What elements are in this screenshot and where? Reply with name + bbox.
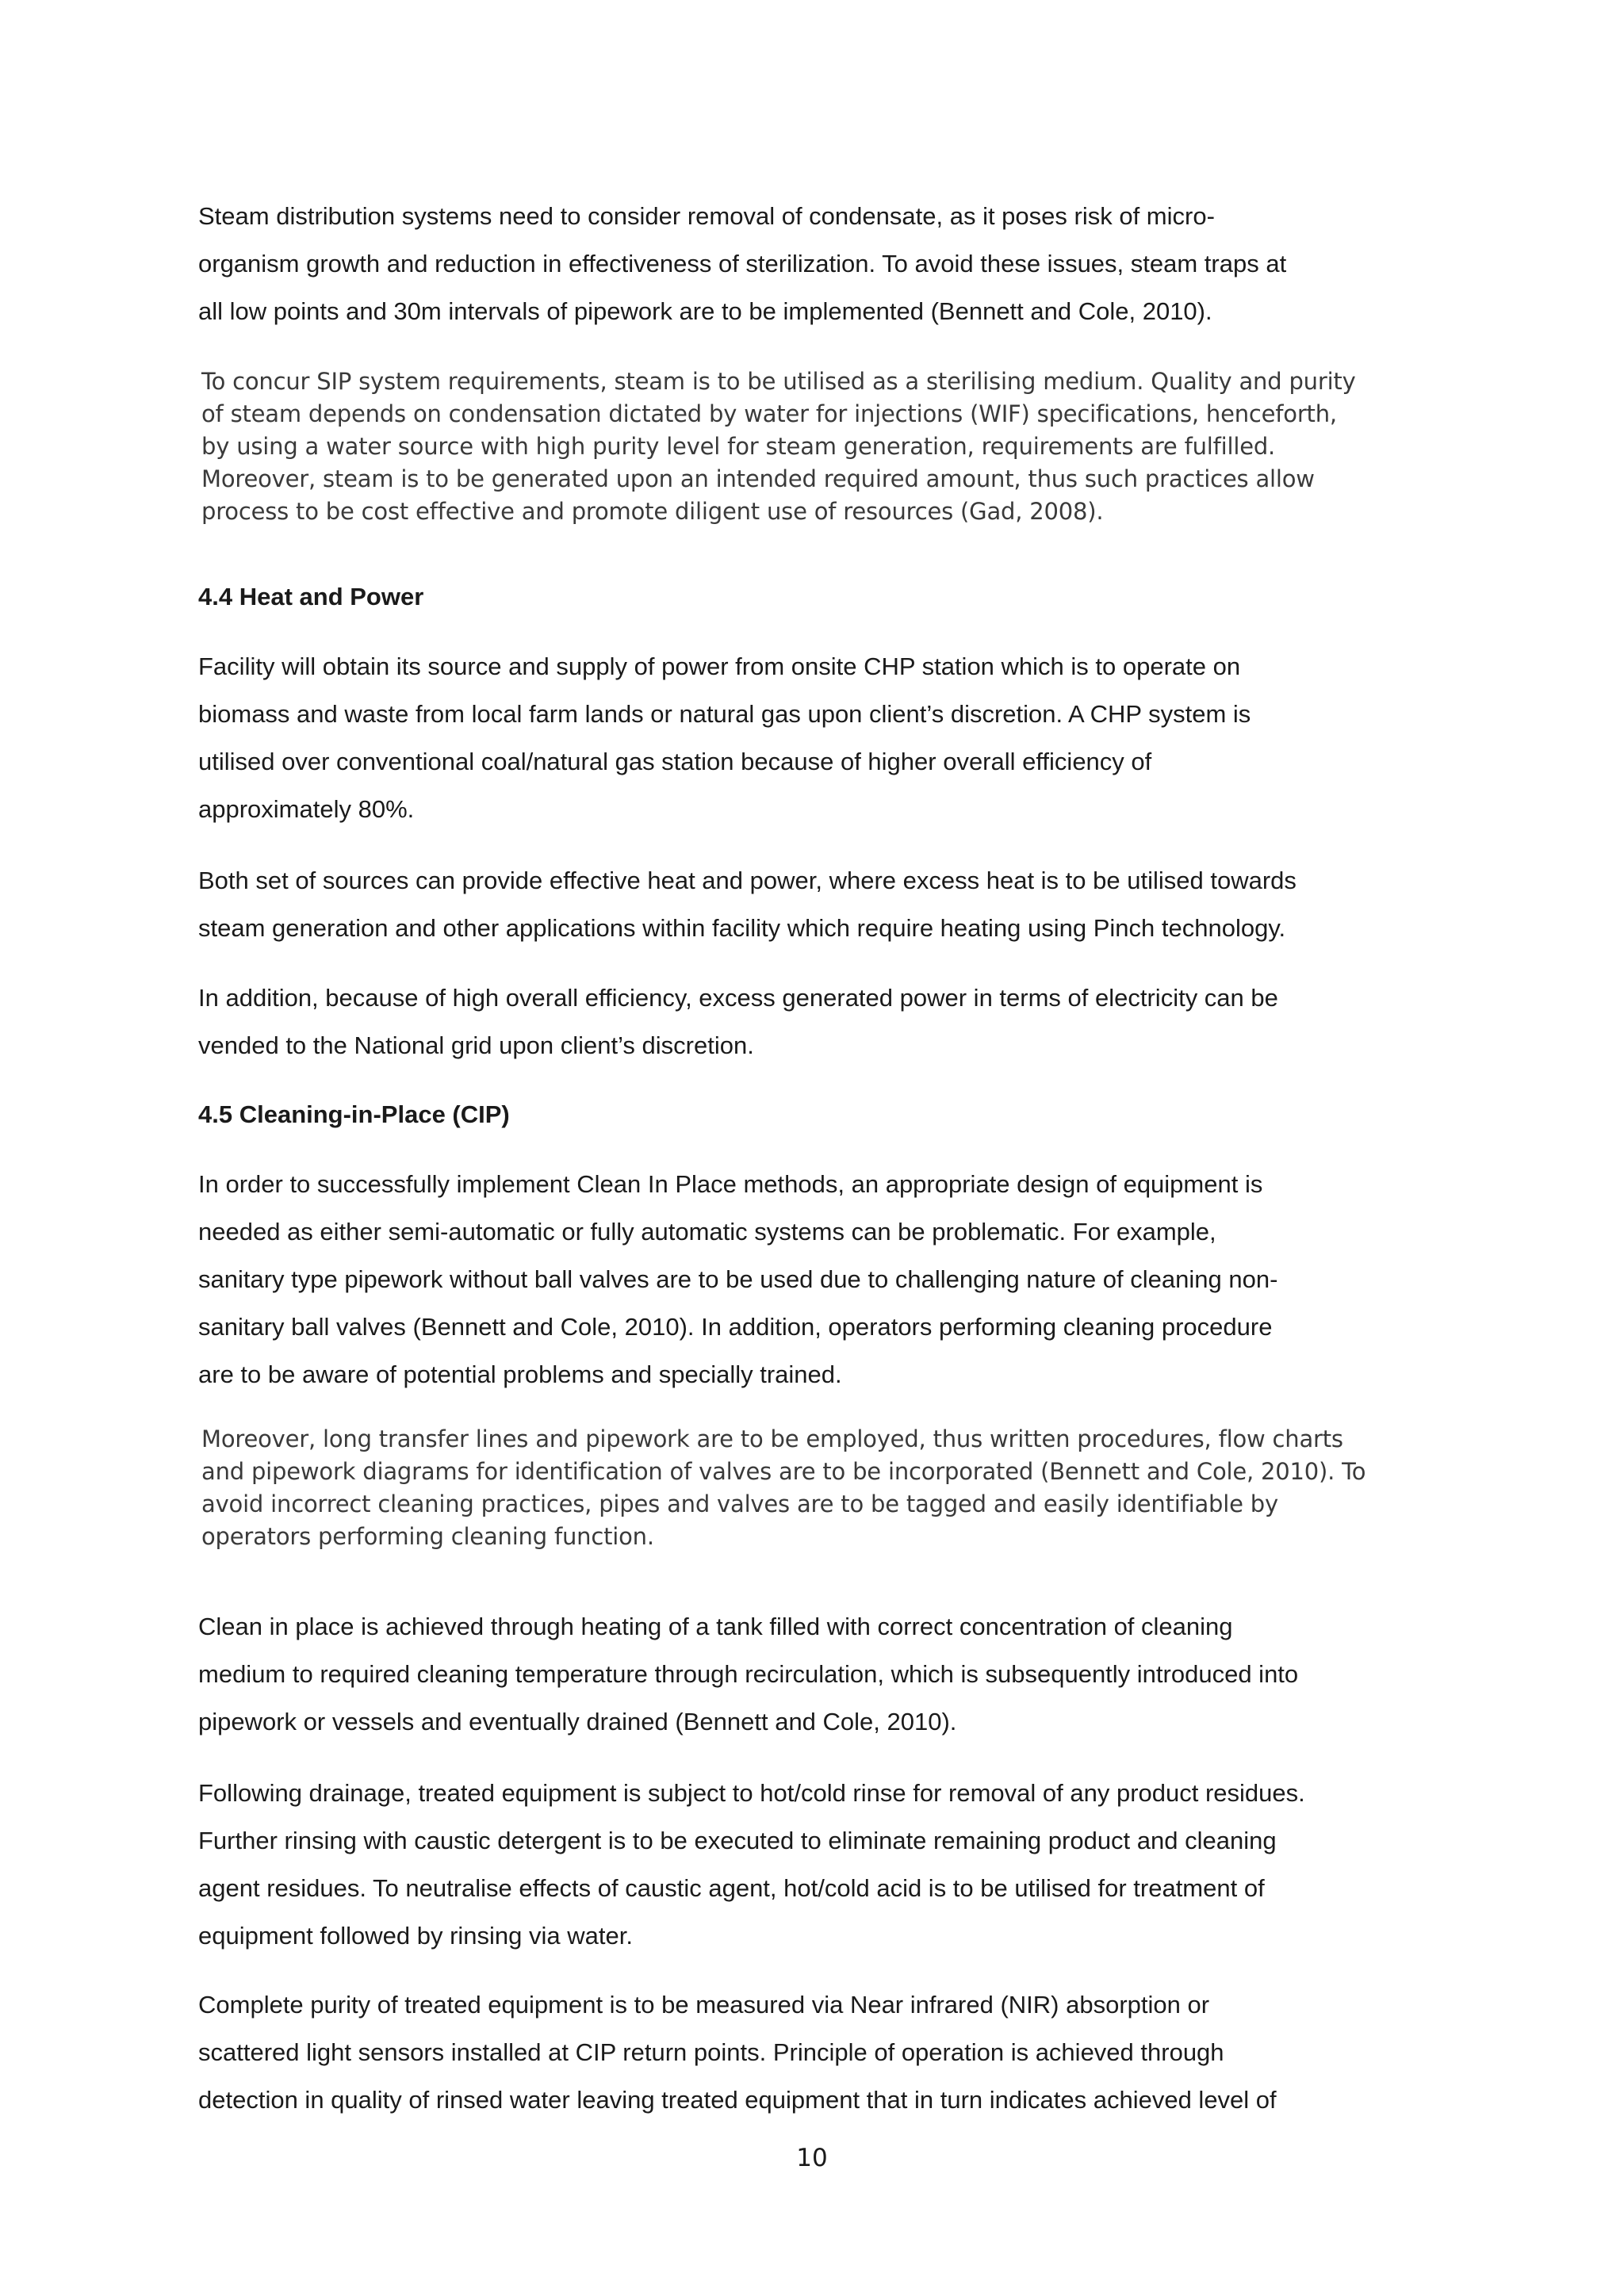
paragraph-national-grid: In addition, because of high overall efficiency, excess generated power in terms of electricity can be vended to the National grid upon client’s discretion. xyxy=(198,984,1278,1059)
paragraph-steam-distribution: Steam distribution systems need to consider removal of condensate, as it poses risk of micro- organism growth and reduction in effectiveness of sterilization. To avoid these issues, steam traps at all low points and 30m intervals of pipework are to be implemented (Bennett and Cole, 2010). xyxy=(198,202,1287,325)
paragraph-chp-station: Facility will obtain its source and supply of power from onsite CHP station which is to operate on biomass and waste from local farm lands or natural gas upon client’s discretion. A CHP system is utilised over conventional coal/natural gas station because of higher overall efficiency of approximately 80%. xyxy=(198,652,1251,823)
paragraph-clean-in-place-heating: Clean in place is achieved through heating of a tank filled with correct concentration of cleaning medium to required cleaning temperature through recirculation, which is subsequently introduced into pipework or vessels and eventually drained (Bennett and Cole, 2010). xyxy=(198,1613,1299,1735)
paragraph-cip-design: In order to successfully implement Clean In Place methods, an appropriate design of equipment is needed as either semi-automatic or fully automatic systems can be problematic. For example, sanitary type pipework without ball valves are to be used due to challenging nature of cleaning non- sanitary ball valves (Bennett and Cole, 2010). In addition, operators performing cleaning procedure are to be aware of potential problems and specially trained. xyxy=(198,1170,1278,1388)
page-number: 10 xyxy=(796,2144,828,2172)
heading-cleaning-in-place: 4.5 Cleaning-in-Place (CIP) xyxy=(198,1100,510,1128)
heading-heat-and-power: 4.4 Heat and Power xyxy=(198,583,424,610)
embedded-paragraph-sip: To concur SIP system requirements, steam is to be utilised as a sterilising medium. Quality and purity of steam depends on condensation dictated by water for injections (WIF) specifications, henceforth, by using a water source with high purity level for steam generation, requirements are fulfilled. Moreover, steam is to be generated upon an intended required amount, thus such practices allow process to be cost effective and promote diligent use of resources (Gad, 2008). xyxy=(201,368,1356,525)
paragraph-purity-measurement: Complete purity of treated equipment is to be measured via Near infrared (NIR) absorption or scattered light sensors installed at CIP return points. Principle of operation is achieved through detection in quality of rinsed water leaving treated equipment that in turn indicates achieved level of xyxy=(198,1991,1277,2114)
embedded-paragraph-transfer-lines: Moreover, long transfer lines and pipework are to be employed, thus written procedures, flow charts and pipework diagrams for identification of valves are to be incorporated (Bennett and Cole, 2010). To avoid incorrect cleaning practices, pipes and valves are to be tagged and easily identifiable by operators performing cleaning function. xyxy=(201,1425,1366,1550)
paragraph-sources: Both set of sources can provide effective heat and power, where excess heat is to be utilised towards steam generation and other applications within facility which require heating using Pinch technology. xyxy=(198,867,1297,942)
paragraph-drainage-rinse: Following drainage, treated equipment is subject to hot/cold rinse for removal of any product residues. Further rinsing with caustic detergent is to be executed to eliminate remaining product and cleaning agent residues. To neutralise effects of caustic agent, hot/cold acid is to be utilised for treatment of equipment followed by rinsing via water. xyxy=(198,1779,1305,1950)
